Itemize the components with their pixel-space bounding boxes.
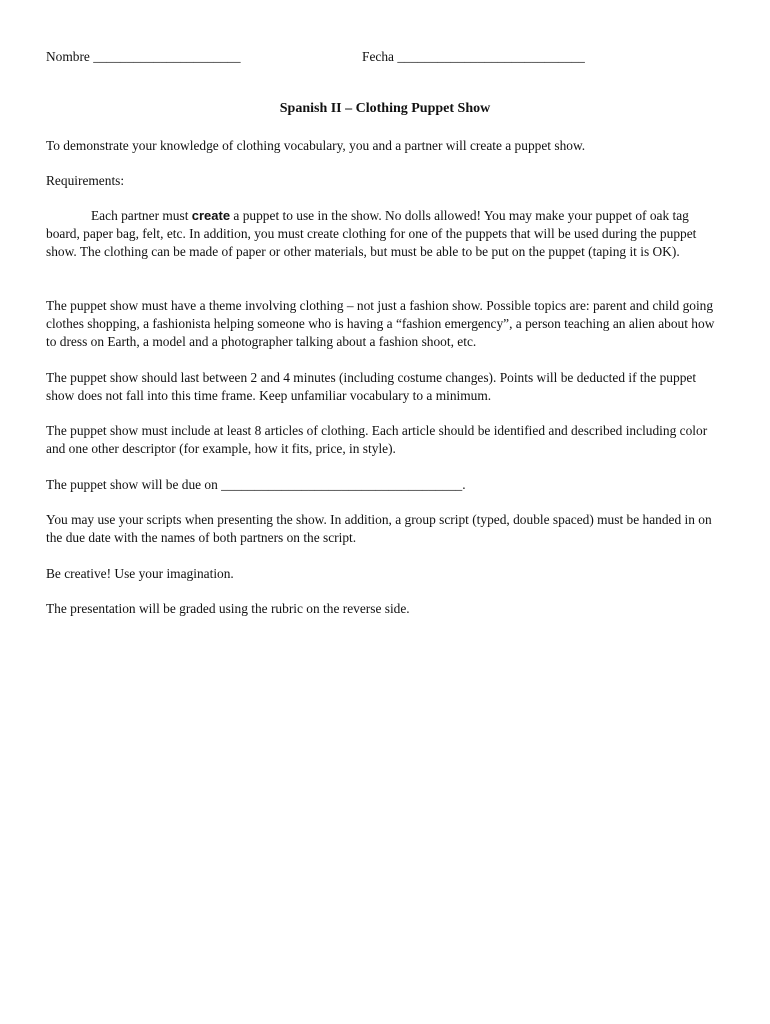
date-label: Fecha — [362, 49, 394, 64]
requirement-puppet-text-start: Each partner must — [91, 208, 192, 223]
header-row — [46, 48, 726, 66]
requirement-puppet-text-end: a puppet to use in the show. No dolls allowed! You may make your puppet of oak tag board, paper bag, felt, etc. In addition, you must create clothing for one of the puppets that will be used during the puppet show. The clothing can be made of paper or other materials, but must be able to be put on the puppet (taping it is OK). — [46, 208, 697, 259]
name-label: Nombre — [46, 49, 90, 64]
due-date-blank-line: ____________________________________ — [221, 477, 463, 492]
requirement-puppet-paragraph — [46, 207, 726, 261]
due-date-paragraph — [46, 476, 726, 494]
due-date-period: . — [462, 477, 466, 492]
name-blank-line: ______________________ — [93, 49, 241, 64]
requirement-articles-paragraph: The puppet show must include at least 8 articles of clothing. Each article should be identified and described including color and one other descriptor (for example, how it fits, price, in style). — [46, 423, 708, 456]
requirement-length-paragraph: The puppet show should last between 2 and 4 minutes (including costume changes). Points will be deducted if the puppet show does not fall into this time frame. Keep unfamiliar vocabulary to a minimum. — [46, 370, 697, 403]
requirement-theme-paragraph: The puppet show must have a theme involving clothing – not just a fashion show. Possible topics are: parent and child going clothes shopping, a fashionista helping someone who is having a “fashion emergency”, a person teaching an alien about how to dress on Earth, a model and a photographer talking about a fashion shoot, etc. — [46, 298, 715, 349]
date-blank-line: ____________________________ — [397, 49, 585, 64]
grading-paragraph: The presentation will be graded using the rubric on the reverse side. — [46, 601, 410, 616]
name-field — [46, 48, 241, 66]
date-field — [362, 48, 585, 66]
creative-paragraph: Be creative! Use your imagination. — [46, 566, 234, 581]
scripts-paragraph: You may use your scripts when presenting the show. In addition, a group script (typed, double spaced) must be handed in on the due date with the names of both partners on the script. — [46, 512, 712, 545]
intro-paragraph: To demonstrate your knowledge of clothing vocabulary, you and a partner will create a puppet show. — [46, 138, 586, 153]
requirements-label: Requirements: — [46, 173, 125, 188]
requirement-puppet-emphasis: create — [191, 208, 231, 223]
due-date-text: The puppet show will be due on — [46, 477, 222, 492]
document-title: Spanish II – Clothing Puppet Show — [279, 101, 491, 116]
